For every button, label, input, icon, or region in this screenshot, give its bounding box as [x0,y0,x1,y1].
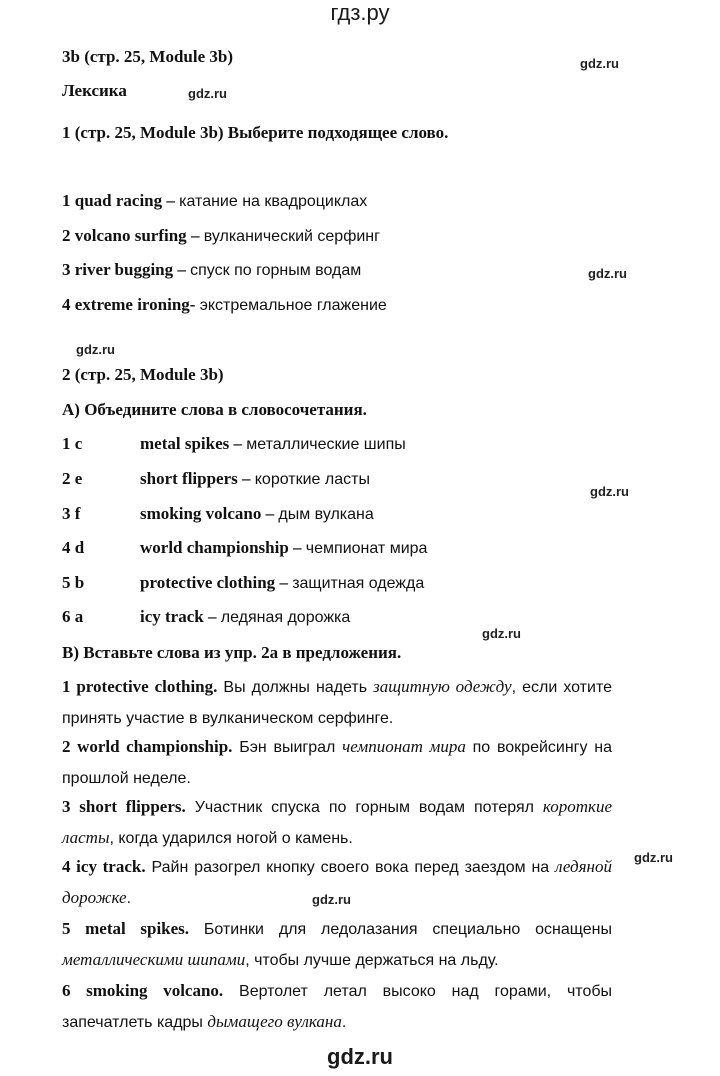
sentence-highlight: металлическими шипами [62,950,246,969]
watermark: gdz.ru [590,484,629,499]
vocab-separator: – [173,260,191,279]
pair-translation: короткие ласты [254,471,370,488]
pair-translation: дым вулкана [278,506,374,523]
sentence-text: Бэн выиграл [232,739,343,756]
sentence-highlight: защитную одежду [373,677,512,696]
pair-separator: – [203,607,221,626]
sentence-text: Вертолет летал высоко над горами, чтобы запечатлеть кадры [62,983,613,1031]
pair-number: 3 f [62,504,81,523]
vocab-translation: спуск по горным водам [190,262,362,279]
watermark: gdz.ru [482,626,521,641]
sentence-highlight: чемпионат мира [342,737,466,756]
pair-term: world championship [140,538,289,557]
pair-separator: – [261,504,279,523]
sentence-text: , чтобы лучше держаться на льду. [245,952,499,969]
sentence-answer: 6 smoking volcano. [62,981,224,1000]
vocab-item [62,295,387,316]
watermark: gdz.ru [580,56,619,71]
pair-translation: защитная одежда [292,575,425,592]
exercise-2a-heading: A) Объедините слова в словосочетания. [62,400,367,419]
sentence-answer: 2 world championship. [62,737,233,756]
pair-item [62,607,350,628]
watermark: gdz.ru [634,850,673,865]
pair-item [62,504,374,525]
watermark: gdz.ru [312,892,351,907]
sentence-item [62,976,612,1038]
vocab-term: 2 volcano surfing [62,226,187,245]
pair-item [62,434,406,455]
exercise-2-title: 2 (стр. 25, Module 3b) [62,365,224,384]
watermark: gdz.ru [188,86,227,101]
sentence-highlight: ледяной дорожке [62,857,612,907]
pair-number: 6 a [62,607,84,626]
vocab-translation: катание на квадроциклах [179,193,368,210]
pair-separator: – [237,469,255,488]
pair-translation: металлические шипы [246,436,406,453]
sentence-text: . [341,1014,347,1031]
watermark: gdz.ru [76,342,115,357]
sentence-item [62,792,612,854]
pair-translation: чемпионат мира [305,540,428,557]
section-title: 3b (стр. 25, Module 3b) [62,47,234,66]
sentence-answer: 3 short flippers. [62,797,186,816]
sentence-text: по вокрейсингу на прошлой неделе. [62,739,613,787]
vocab-item [62,226,380,247]
vocab-separator: – [162,191,180,210]
sentence-highlight: короткие ласты [62,797,613,847]
sentence-text: Райн разогрел кнопку своего вока перед заездом на [145,859,556,876]
sentence-highlight: дымащего вулкана [207,1012,342,1031]
exercise-2b-heading: B) Вставьте слова из упр. 2a в предложения. [62,643,402,662]
vocab-translation: вулканический серфинг [203,228,380,245]
sentence-answer: 1 protective clothing. [62,677,218,696]
pair-term: icy track [140,607,204,626]
pair-separator: – [288,538,306,557]
sentence-text: , если хотите принять участие в вулканическом серфинге. [62,679,612,727]
pair-item [62,469,370,490]
sentence-item [62,672,612,734]
section-subtitle: Лексика [62,81,127,100]
watermark: gdz.ru [588,266,627,281]
pair-term: smoking volcano [140,504,262,523]
sentence-text: , когда ударился ногой о камень. [109,830,353,847]
pair-term: protective clothing [140,573,276,592]
sentence-item [62,914,612,976]
site-header[interactable]: гдз.ру [330,0,390,25]
pair-item [62,573,424,594]
sentence-answer: 4 icy track. [62,857,146,876]
pair-term: metal spikes [140,434,230,453]
site-footer[interactable]: gdz.ru [327,1044,393,1069]
pair-term: short flippers [140,469,238,488]
vocab-separator: – [186,226,204,245]
pair-translation: ледяная дорожка [220,609,351,626]
sentence-text: . [126,890,132,907]
vocab-item [62,191,367,212]
vocab-translation: экстремальное глажение [199,297,387,314]
pair-item [62,538,427,559]
vocab-term: 4 extreme ironing- [62,295,196,314]
pair-separator: – [229,434,247,453]
sentence-item [62,852,612,914]
sentence-text: Вы должны надеть [217,679,374,696]
vocab-term: 1 quad racing [62,191,163,210]
pair-number: 5 b [62,573,85,592]
vocab-term: 3 river bugging [62,260,174,279]
sentence-text: Участник спуска по горным водам потерял [185,799,543,816]
sentence-item [62,732,612,794]
sentence-text: Ботинки для ледолазания специально оснащены [189,921,612,938]
pair-number: 4 d [62,538,85,557]
exercise-1-title: 1 (стр. 25, Module 3b) Выберите подходящее слово. [62,123,449,142]
sentence-answer: 5 metal spikes. [62,919,190,938]
vocab-item [62,260,361,281]
pair-number: 1 c [62,434,83,453]
pair-separator: – [275,573,293,592]
pair-number: 2 e [62,469,83,488]
